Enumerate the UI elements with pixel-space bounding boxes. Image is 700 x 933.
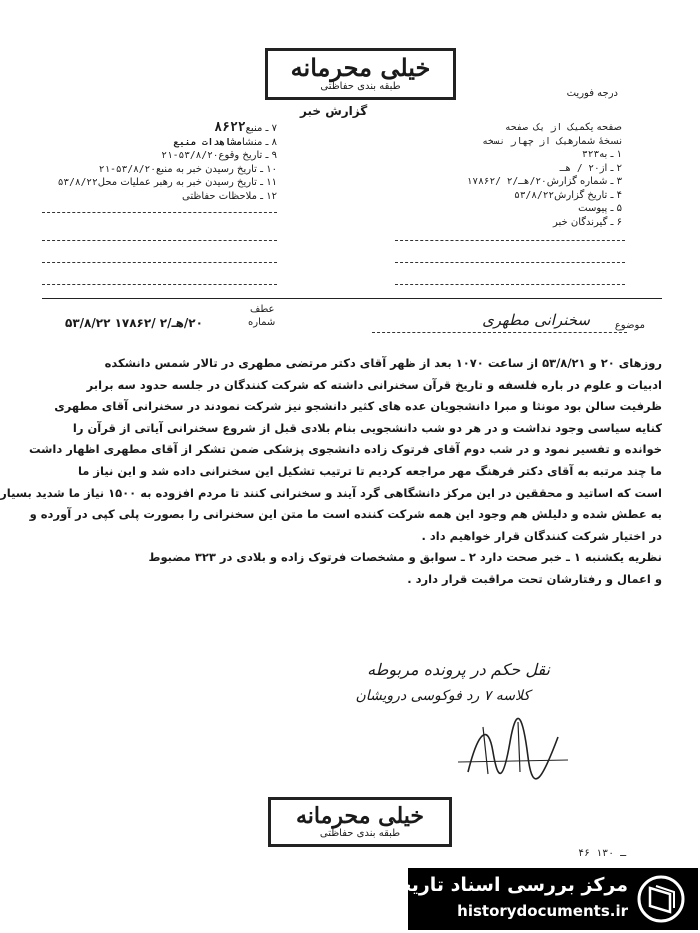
header-row: نسخهٔ شمارهیک از چهار نسخه <box>482 135 622 147</box>
header-row: ۱۲ ـ ملاحظات حفاظتی <box>182 190 277 202</box>
header-row: ۸ ـ منشامشاهدات منبع <box>173 136 277 148</box>
priority-label: درجه فوریت <box>566 88 618 99</box>
subject-label: موضوع <box>614 320 645 331</box>
watermark-url: historydocuments.ir <box>457 902 628 920</box>
bottom-stamp-title: خیلی محرمانه <box>295 803 425 829</box>
header-row: صفحه یکمیک از یک صفحه <box>505 122 622 133</box>
classification-stamp-subtitle: طبقه بندی حفاظتی <box>320 81 401 92</box>
body-line: است که اساتید و محققین در این مرکز دانشگاهی گرد آیند و سخنرانی کنند تا مردم افزوده به ۱۵۰۰ نیاز ما شدید بسیار <box>0 485 662 500</box>
body-line: ادبیات و علوم در باره فلسفه و تاریخ قرآن سخنرانی داشته که شرکت کنندگان در جلسه حدود سه برابر <box>86 377 662 392</box>
body-line: کنایه سیاسی وجود نداشت و در هر دو شب دانشجویی بنام بلادی قبل از شروع سخنرانی آیاتی از قرآن را <box>72 420 662 435</box>
empty-line <box>42 284 277 285</box>
header-row: ۳ ـ شماره گزارش۲۰/هـ/۲ /۱۷۸۶۲ <box>466 176 622 187</box>
section-divider <box>42 298 662 299</box>
header-row: ۲ ـ از۲۰ / هـ <box>559 162 622 174</box>
subject-line <box>372 332 627 333</box>
empty-line <box>395 262 625 263</box>
number-label: شماره <box>248 317 276 328</box>
header-row: ۷ ـ منبع۸۶۲۲ <box>214 120 277 135</box>
body-line: ما چند مرتبه به آقای دکتر فرهنگ مهر مراجعه کردیم تا ترتیب تشکیل این سخنرانی داده شد و این نیاز ما <box>77 463 662 478</box>
right-header <box>372 121 622 229</box>
handwritten-note: کلاسه ۷ رد فوکوسی درویشان <box>355 688 530 704</box>
bottom-classification-stamp <box>268 797 452 847</box>
header-row: ۵ ـ پیوست <box>578 203 622 214</box>
body-line: به عطش شده و دلیلش هم وجود این همه شرکت کننده است ما متن این سخنرانی را بصورت پلی کپی در آورده و <box>29 507 662 522</box>
classification-stamp <box>265 48 456 100</box>
watermark-banner <box>378 868 698 930</box>
empty-line <box>395 284 625 285</box>
number-value: ۲۰/هـ/۲ /۱۷۸۶۲ ۵۳/۸/۲۲ <box>65 316 203 330</box>
handwritten-note: نقل حکم در پرونده مربوطه <box>367 660 550 679</box>
empty-line <box>42 212 277 213</box>
left-header <box>42 121 277 203</box>
header-row: ۱۱ ـ تاریخ رسیدن خبر به رهبر عملیات محل۵۳/۸/۲۲ <box>57 177 277 188</box>
body-line: و اعمال و رفتارشان تحت مراقبت قرار دارد . <box>407 571 662 586</box>
header-row: ۹ ـ تاریخ وقوع۵۳/۸/۲۰-۲۱ <box>161 150 277 161</box>
report-body <box>0 353 662 591</box>
bottom-stamp-subtitle: طبقه بندی حفاظتی <box>319 828 401 839</box>
empty-line <box>395 240 625 241</box>
classification-stamp-title: خیلی محرمانه <box>290 53 431 82</box>
body-line: در اختیار شرکت کنندگان قرار خواهیم داد . <box>421 528 662 543</box>
body-line: ظرفیت سالن بود مونثا و مبرا دانشجویان عده های کثیر دانشجو نیز شرکت نمودند در سخنرانی آقای مطهری <box>54 399 662 414</box>
empty-line <box>42 262 277 263</box>
header-row: ۶ ـ گیرندگان خبر <box>552 216 622 228</box>
header-row: ۴ ـ تاریخ گزارش۵۳/۸/۲۲ <box>514 189 622 201</box>
empty-line <box>42 240 277 241</box>
report-heading: گزارش خبر <box>300 104 368 118</box>
body-line: نظریه یکشنبه ۱ ـ خبر صحت دارد ۲ ـ سوابق و مشخصات فرتوک زاده و بلادی در ۳۲۳ مضبوط <box>148 550 662 565</box>
header-row: ۱۰ ـ تاریخ رسیدن خبر به منبع۵۳/۸/۲۰-۲۱ <box>98 163 277 175</box>
archive-logo-icon <box>636 874 686 924</box>
signature <box>448 712 578 782</box>
body-line: خوانده و تفسیر نمود و در شب دوم آقای فرتوک زاده دانشجوی پزشکی ضمن تشکر از آقای مطهری اظهار داشت <box>28 442 662 457</box>
page-code: ۴۶ ـ ۱۳۰ <box>578 848 627 859</box>
header-row: ۱ ـ به۳۲۳ <box>582 149 622 160</box>
watermark-title: مرکز بررسی اسناد تاریخی <box>378 874 628 896</box>
body-line: روزهای ۲۰ و ۵۳/۸/۲۱ از ساعت ۱۰۷۰ بعد از ظهر آقای دکتر مرتضی مطهری در تالار شمس دانشکده <box>104 356 662 370</box>
subject-value: سخنرانی مطهری <box>482 311 590 329</box>
reference-label: عطف <box>250 304 275 315</box>
